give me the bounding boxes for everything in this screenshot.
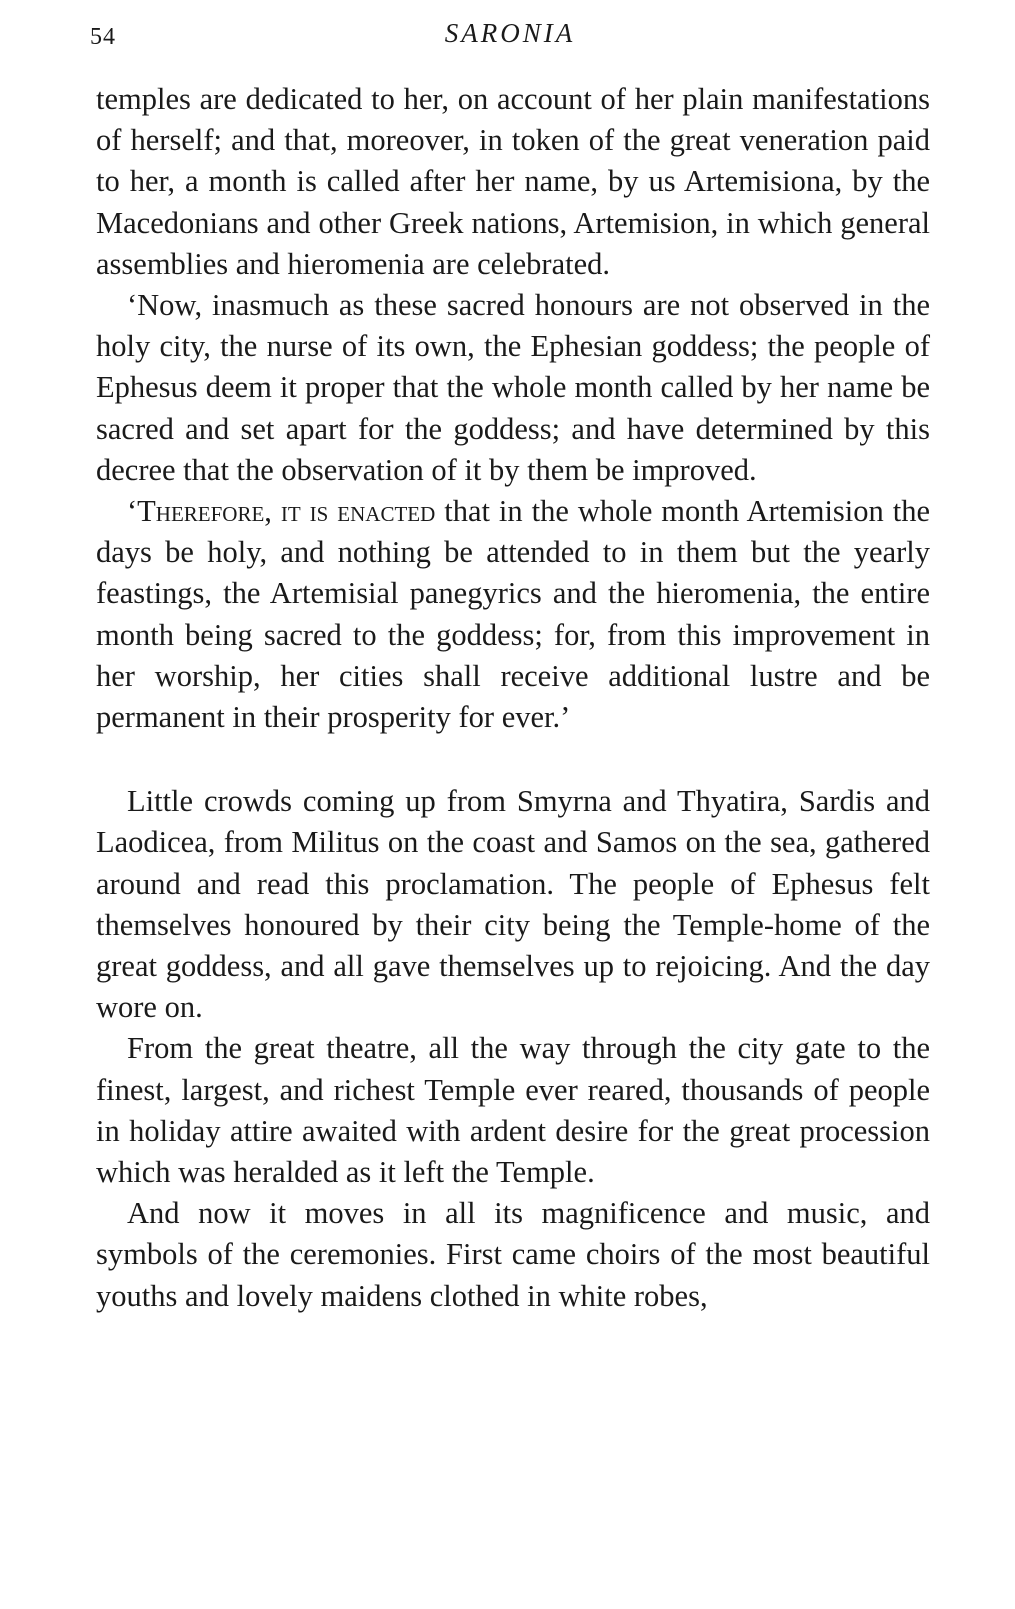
paragraph-theatre: From the great theatre, all the way through the city gate to the finest, largest, and richest Temple ever reared, thousands of people in holiday attire awaited with ardent desire for the great procession which was heralded as it left the Temple. bbox=[96, 1031, 930, 1190]
paragraph-crowds: Little crowds coming up from Smyrna and Thyatira, Sardis and Laodicea, from Militus on the coast and Samos on the sea, gathered around and read this proclamation. The people of Ephesus felt themselves honoured by their city being the Temple-home of the great goddess, and all gave themselves up to rejoicing. And the day wore on. bbox=[96, 784, 930, 1025]
body-text bbox=[96, 79, 930, 1317]
running-head bbox=[90, 18, 930, 58]
paragraph-continuation: temples are dedicated to her, on account of her plain manifestations of herself; and that, moreover, in token of the great veneration paid to her, a month is called after her name, by us Artemisiona, by the Macedonians and other Greek nations, Artemision, in which general assemblies and hieromenia are celebrated. bbox=[96, 82, 930, 281]
page-number: 54 bbox=[90, 24, 116, 50]
paragraph-procession: And now it moves in all its magnificence and music, and symbols of the ceremonies. First came choirs of the most beautiful youths and lovely maidens clothed in white robes, bbox=[96, 1196, 930, 1313]
paragraph-decree-enactment bbox=[96, 491, 930, 738]
opening-quote: ‘ bbox=[127, 494, 138, 529]
paragraph-decree-intro: ‘Now, inasmuch as these sacred honours are not observed in the holy city, the nurse of its own, the Ephesian goddess; the people of Ephesus deem it proper that the whole month called by her name be sacred and set apart for the goddess; and have determined by this decree that the observation of it by them be improved. bbox=[96, 288, 930, 487]
enactment-text: that in the whole month Artemision the days be holy, and nothing be attended to in them but the yearly feastings, the Artemisial panegyrics and the hieromenia, the entire month being sacred to the goddess; for, from this improvement in her worship, her cities shall receive additional lustre and be permanent in their prosperity for ever.’ bbox=[96, 494, 930, 735]
enactment-smallcaps: Therefore, it is enacted bbox=[137, 494, 436, 529]
running-title: SARONIA bbox=[444, 18, 576, 48]
